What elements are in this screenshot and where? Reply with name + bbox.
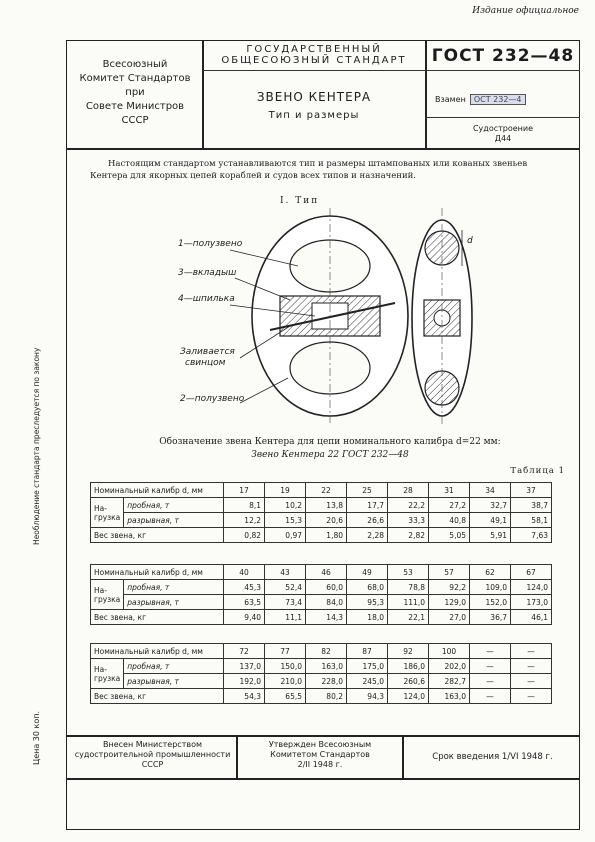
org-line: СССР [121,115,149,126]
label-lead-fill-2: свинцом [185,358,226,368]
cell: 7,63 [511,528,552,543]
cell: 111,0 [388,595,429,610]
cell: — [470,674,511,689]
footer-line: Комитетом Стандартов [270,750,370,759]
cell: 137,0 [224,659,265,674]
table-row [91,674,552,689]
footer-line: Утвержден Всесоюзным [268,740,372,749]
industry-name: Судостроение [472,124,534,133]
cell: 34 [470,483,511,498]
cell: 17 [224,483,265,498]
table-row [91,483,552,498]
header-rule-top [202,70,580,71]
row-label-weight: Вес звена, кг [91,528,224,543]
cell: 46,1 [511,610,552,625]
table-row [91,659,552,674]
approved-by [240,740,400,770]
cell: 87 [347,644,388,659]
cell: 13,8 [306,498,347,513]
cell: — [470,689,511,704]
cell: 15,3 [265,513,306,528]
cell: 92,2 [429,580,470,595]
label-part-3: 3—вкладыш [178,268,237,278]
org-line: Всесоюзный [102,59,168,70]
cell: 68,0 [347,580,388,595]
load-label-a: На- [94,664,107,674]
label-part-2: 2—полузвено [180,394,245,404]
cell: 63,5 [224,595,265,610]
cell: 95,3 [347,595,388,610]
cell: 260,6 [388,674,429,689]
cell: 72 [224,644,265,659]
cell: 37 [511,483,552,498]
cell: 186,0 [388,659,429,674]
load-label-a: На- [94,585,107,595]
cell: 54,3 [224,689,265,704]
load-label-a: На- [94,503,107,513]
standard-name-block [205,90,423,121]
cell: 210,0 [265,674,306,689]
cell: 124,0 [388,689,429,704]
row-label-load [91,498,124,528]
cell: 5,91 [470,528,511,543]
standard-type-line: ГОСУДАРСТВЕННЫЙ [246,44,382,55]
org-line: Совете Министров [85,101,185,112]
gost-number: ГОСТ 232—48 [431,46,575,66]
cell: 109,0 [470,580,511,595]
cell: 22 [306,483,347,498]
row-label-test: пробная, т [124,580,224,595]
section-title: I. Тип [280,196,320,206]
row-label-break: разрывная, т [124,595,224,610]
cell: 26,6 [347,513,388,528]
row-label-break: разрывная, т [124,674,224,689]
dimensions-table-3 [90,643,552,704]
legal-note-wrap [32,347,44,555]
cell: 245,0 [347,674,388,689]
cell: 18,0 [347,610,388,625]
industry-block [430,124,576,144]
cell: 163,0 [306,659,347,674]
designation-example [90,436,570,462]
cell: 84,0 [306,595,347,610]
cell: 2,28 [347,528,388,543]
cell: 1,80 [306,528,347,543]
cell: 78,8 [388,580,429,595]
price-wrap [32,710,44,775]
header-bottom-rule [66,148,580,150]
footer-line: 2/II 1948 г. [297,760,343,769]
cell: 5,05 [429,528,470,543]
cell: 43 [265,565,306,580]
cell: 129,0 [429,595,470,610]
introduced-by [70,740,235,770]
cell: 19 [265,483,306,498]
cell: 17,7 [347,498,388,513]
table-row [91,689,552,704]
cell: 202,0 [429,659,470,674]
cell: 53 [388,565,429,580]
org-line: при [125,87,145,98]
cell: 2,82 [388,528,429,543]
cell: 73,4 [265,595,306,610]
table-row [91,644,552,659]
cell: 49 [347,565,388,580]
table-row [91,610,552,625]
cell: — [470,644,511,659]
cell: 163,0 [429,689,470,704]
footer-divider-2 [402,735,404,779]
replaces-value: ОСТ 232—4 [470,94,526,105]
table-row [91,513,552,528]
dimensions-table-2 [90,564,552,625]
cell: 228,0 [306,674,347,689]
cell: 46 [306,565,347,580]
table-row [91,580,552,595]
cell: 20,6 [306,513,347,528]
org-line: Комитет Стандартов [79,73,191,84]
price-note: Цена 30 коп. [32,710,41,765]
cell: 25 [347,483,388,498]
row-label-load [91,580,124,610]
row-label-weight: Вес звена, кг [91,689,224,704]
cell: — [470,659,511,674]
group-code: Д44 [494,134,512,143]
table-row [91,498,552,513]
row-label-caliber: Номинальный калибр d, мм [91,644,224,659]
row-label-weight: Вес звена, кг [91,610,224,625]
cell: — [511,644,552,659]
cell: 60,0 [306,580,347,595]
cell: 58,1 [511,513,552,528]
cell: 22,2 [388,498,429,513]
replaces-line [435,94,526,105]
cell: 0,82 [224,528,265,543]
official-edition-note: Издание официальное [472,6,579,16]
cell: 8,1 [224,498,265,513]
table-row [91,565,552,580]
cell: 65,5 [265,689,306,704]
cell: 28 [388,483,429,498]
cell: 9,40 [224,610,265,625]
cell: 192,0 [224,674,265,689]
footer-line: Внесен Министерством [102,740,203,749]
cell: 92 [388,644,429,659]
row-label-break: разрывная, т [124,513,224,528]
cell: 32,7 [470,498,511,513]
footer-bottom-rule [66,778,580,780]
table-row [91,528,552,543]
dimension-d-label: d [467,236,473,246]
cell: 150,0 [265,659,306,674]
standard-name: ЗВЕНО КЕНТЕРА [256,90,372,104]
cell: 82 [306,644,347,659]
row-label-load [91,659,124,689]
footer-line: судостроительной промышленности [74,750,231,759]
header-rule-right [425,117,580,118]
cell: 36,7 [470,610,511,625]
legal-note: Необлюдение стандарта преследуется по закону [32,347,41,545]
cell: 38,7 [511,498,552,513]
cell: 0,97 [265,528,306,543]
header-divider-2 [425,40,427,150]
cell: 45,3 [224,580,265,595]
dimensions-table-1 [90,482,552,543]
row-label-caliber: Номинальный калибр d, мм [91,483,224,498]
cell: 33,3 [388,513,429,528]
cell: 27,0 [429,610,470,625]
cell: 152,0 [470,595,511,610]
cell: 40,8 [429,513,470,528]
footer-line: СССР [141,760,164,769]
cell: 124,0 [511,580,552,595]
cell: 77 [265,644,306,659]
cell: 14,3 [306,610,347,625]
effective-date: Срок введения 1/VI 1948 г. [432,752,553,762]
table-label: Таблица 1 [510,466,565,476]
standard-subname: Тип и размеры [268,110,360,121]
cell: 173,0 [511,595,552,610]
cell: 10,2 [265,498,306,513]
footer-top-rule [66,735,580,737]
cell: 57 [429,565,470,580]
table-row [91,595,552,610]
cell: 175,0 [347,659,388,674]
cell: 100 [429,644,470,659]
label-lead-fill-1: Заливается [180,347,235,357]
standard-type [205,44,423,66]
load-label-b: грузка [94,512,121,522]
cell: 27,2 [429,498,470,513]
row-label-test: пробная, т [124,659,224,674]
replaces-label: Взамен [435,95,466,104]
cell: 49,1 [470,513,511,528]
cell: — [511,659,552,674]
intro-paragraph: Настоящим стандартом устанавливаются тип и размеры штампованых или кованых звеньев Кентера для якорных цепей кораблей и судов всех типов и назначений. [90,159,528,181]
footer-divider-1 [236,735,238,779]
row-label-caliber: Номинальный калибр d, мм [91,565,224,580]
cell: 22,1 [388,610,429,625]
committee-block [70,58,200,128]
cell: 40 [224,565,265,580]
load-label-b: грузка [94,673,121,683]
cell: 94,3 [347,689,388,704]
row-label-test: пробная, т [124,498,224,513]
designation-line: Обозначение звена Кентера для цепи номинального калибра d=22 мм: [159,437,501,447]
standard-type-line: ОБЩЕСОЮЗНЫЙ СТАНДАРТ [221,55,407,66]
cell: 12,2 [224,513,265,528]
cell: — [511,674,552,689]
cell: 80,2 [306,689,347,704]
label-part-1: 1—полузвено [178,239,243,249]
cell: 52,4 [265,580,306,595]
cell: 282,7 [429,674,470,689]
load-label-b: грузка [94,594,121,604]
cell: 62 [470,565,511,580]
cell: 31 [429,483,470,498]
designation-example-text: Звено Кентера 22 ГОСТ 232—48 [251,450,409,460]
label-part-4: 4—шпилька [178,294,235,304]
cell: — [511,689,552,704]
cell: 67 [511,565,552,580]
cell: 11,1 [265,610,306,625]
header-divider-1 [202,40,204,150]
